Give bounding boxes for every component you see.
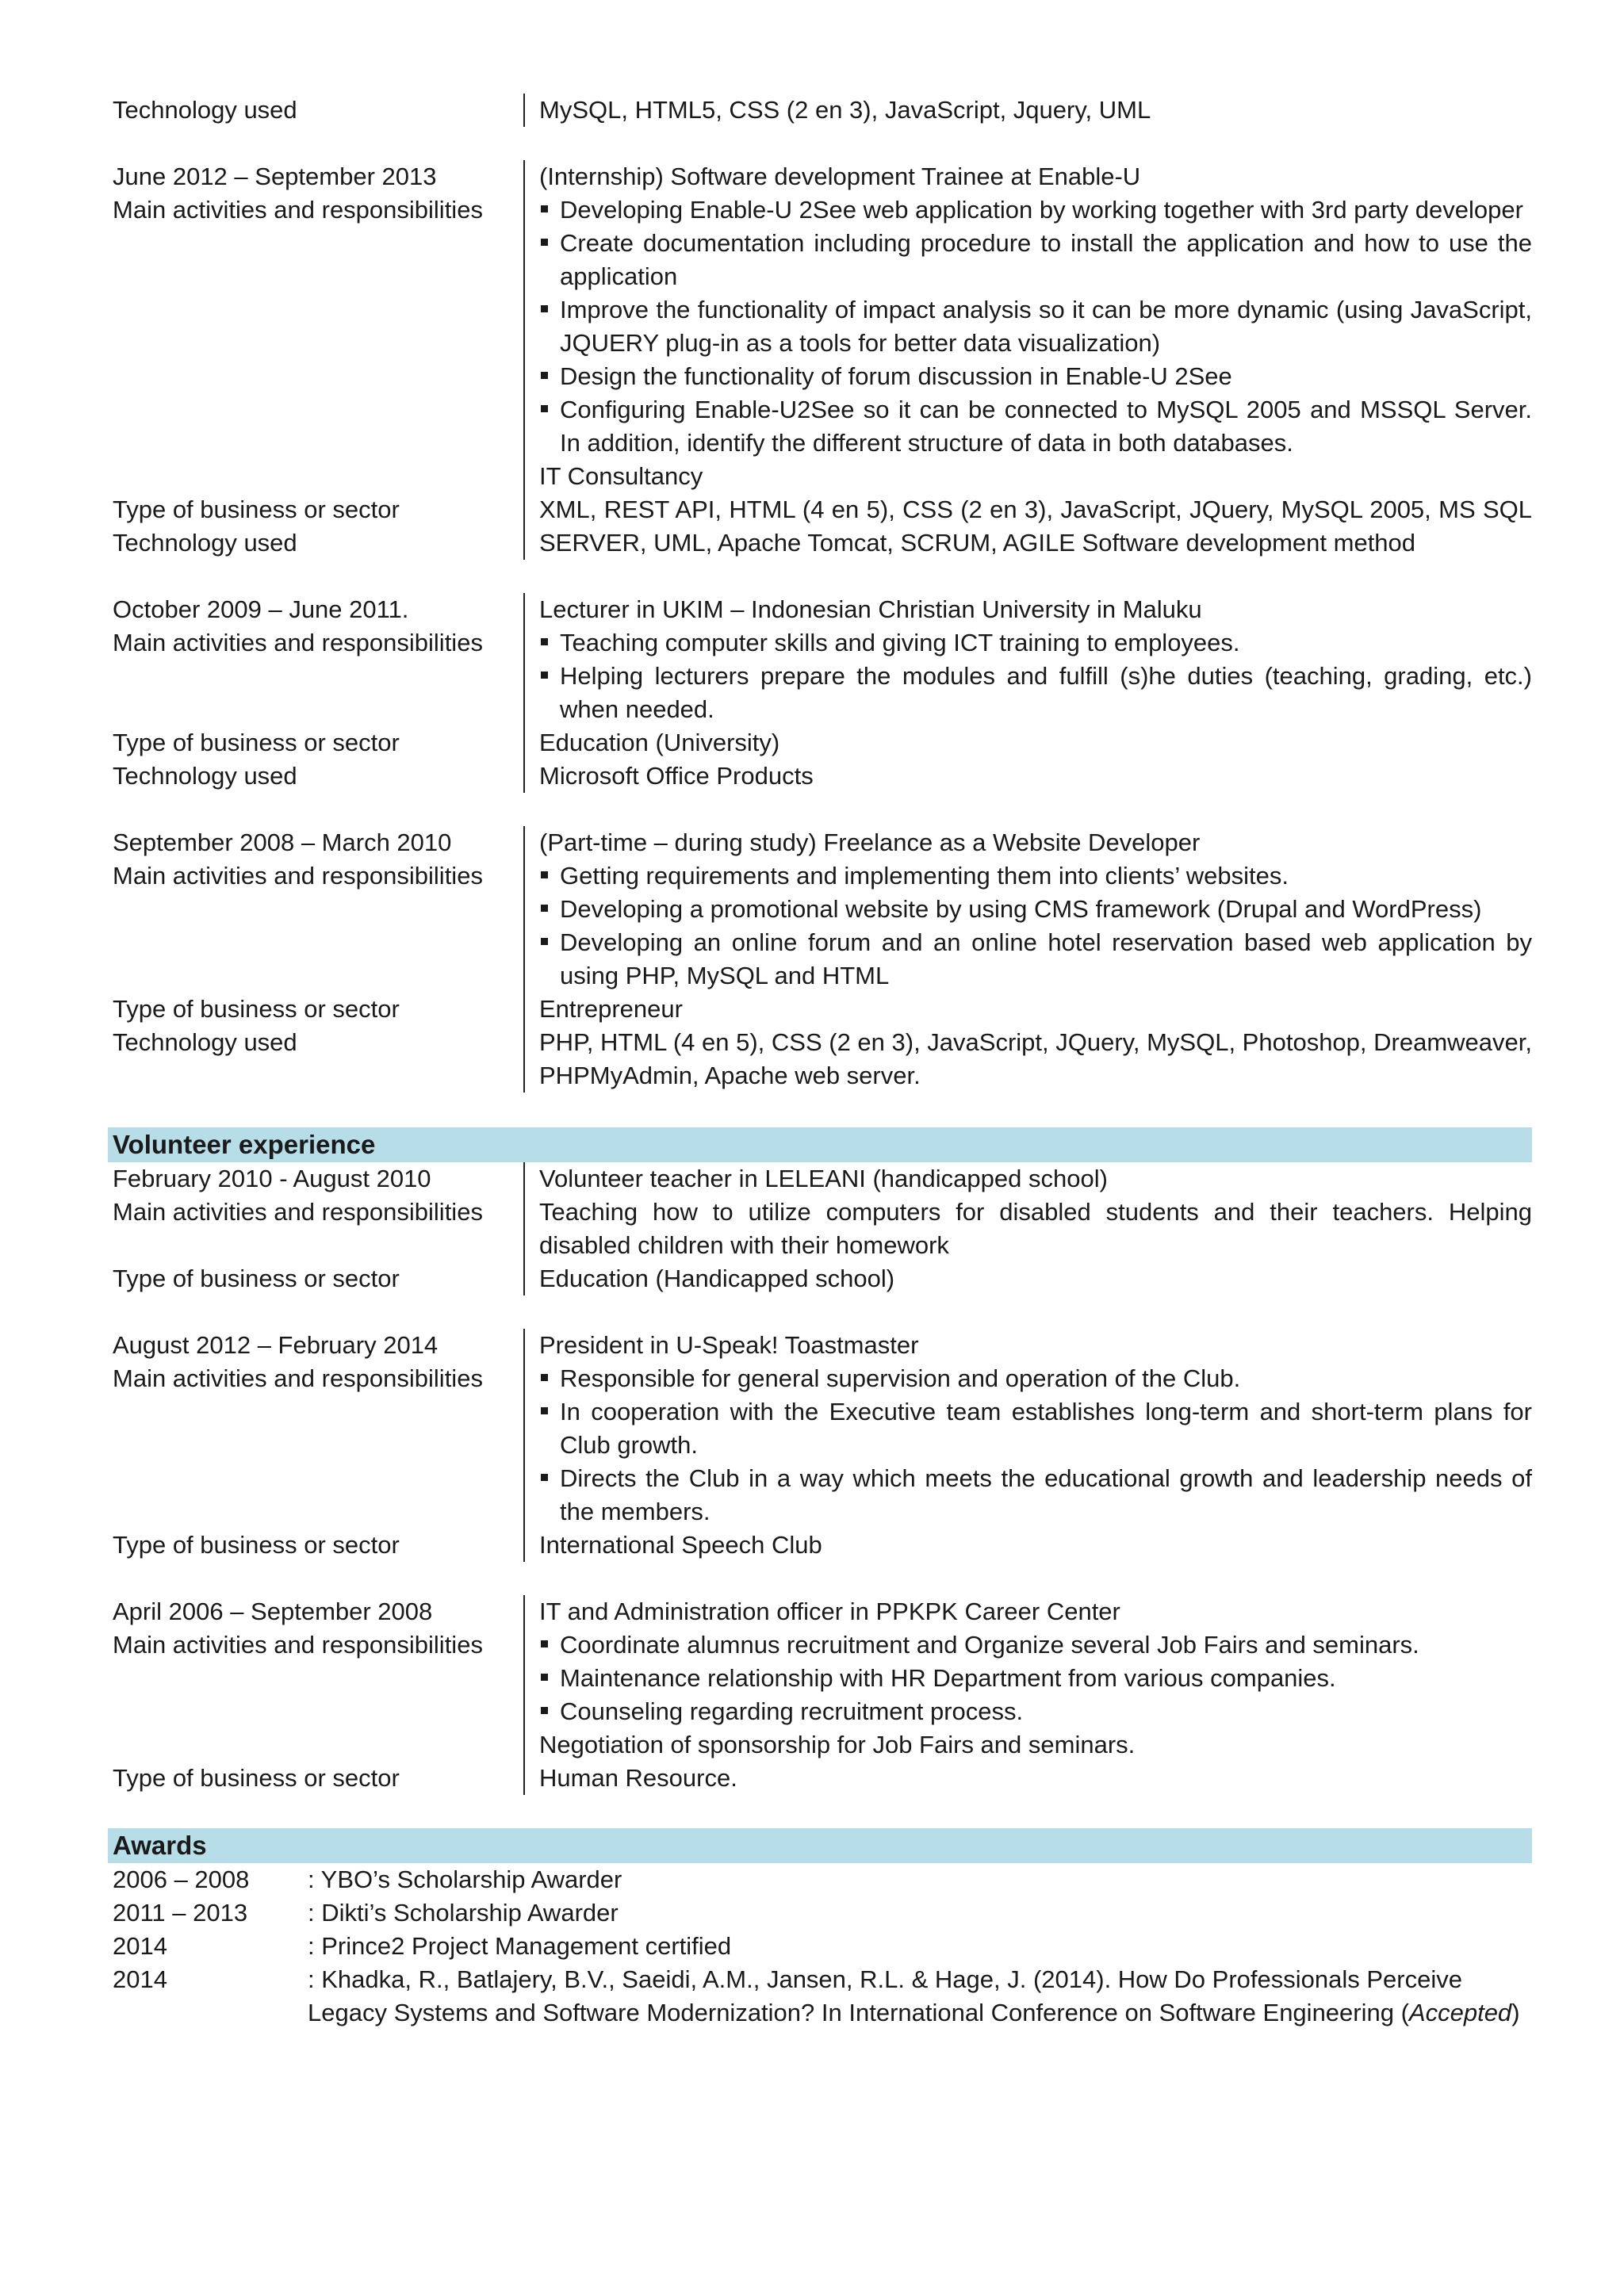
activities-label: Main activities and responsibilities xyxy=(113,196,483,224)
list-item: Counseling regarding recruitment process. xyxy=(539,1695,1532,1728)
activities-list xyxy=(539,859,1532,993)
award-status: Accepted xyxy=(1408,1999,1512,2026)
activities-text: Teaching how to utilize computers for disabled students and their teachers. Helping disabled children with their homework xyxy=(539,1198,1532,1259)
sector-label: Type of business or sector xyxy=(113,1764,400,1792)
list-item: Configuring Enable-U2See so it can be connected to MySQL 2005 and MSSQL Server. In addition, identify the different structure of data in both databases. xyxy=(539,393,1532,460)
activities-label: Main activities and responsibilities xyxy=(113,1364,483,1392)
award-year: 2006 – 2008 xyxy=(113,1866,250,1893)
volunteer-date: February 2010 - August 2010 xyxy=(113,1165,431,1192)
sector-value: Education (University) xyxy=(539,729,780,756)
section-heading-volunteer: Volunteer experience xyxy=(108,1127,1532,1162)
list-item: Responsible for general supervision and operation of the Club. xyxy=(539,1362,1532,1395)
list-item: Design the functionality of forum discussion in Enable-U 2See xyxy=(539,360,1532,393)
volunteer-entry xyxy=(113,1595,1532,1795)
list-item: Coordinate alumnus recruitment and Organize several Job Fairs and seminars. xyxy=(539,1628,1532,1662)
award-row xyxy=(113,1930,1532,1963)
activities-list xyxy=(539,193,1532,460)
volunteer-title: Volunteer teacher in LELEANI (handicapped school) xyxy=(539,1165,1108,1192)
award-row xyxy=(113,1896,1532,1930)
tech-value: Microsoft Office Products xyxy=(539,762,814,790)
volunteer-date: August 2012 – February 2014 xyxy=(113,1331,439,1359)
sector-value: Entrepreneur xyxy=(539,995,683,1023)
tech-value: PHP, HTML (4 en 5), CSS (2 en 3), JavaScript, JQuery, MySQL, Photoshop, Dreamweaver, PHPMyAdmin, Apache web server. xyxy=(539,1028,1532,1089)
award-citation: : Khadka, R., Batlajery, B.V., Saeidi, A.M., Jansen, R.L. & Hage, J. (2014). How Do Professionals Perceive Legacy Systems and Software Modernization? In International Conference on Software Engineering ( xyxy=(308,1965,1462,2026)
sector-value: IT Consultancy xyxy=(539,462,703,490)
activities-list xyxy=(539,626,1532,726)
sector-value: International Speech Club xyxy=(539,1531,822,1559)
entry-label: Technology used xyxy=(113,96,297,124)
award-year: 2014 xyxy=(113,1932,167,1960)
sector-label: Type of business or sector xyxy=(113,1531,400,1559)
list-item: Getting requirements and implementing them into clients’ websites. xyxy=(539,859,1532,893)
activities-label: Main activities and responsibilities xyxy=(113,1198,483,1226)
activities-label: Main activities and responsibilities xyxy=(113,629,483,656)
job-title: (Internship) Software development Trainee at Enable-U xyxy=(539,163,1141,190)
activities-label: Main activities and responsibilities xyxy=(113,1631,483,1659)
job-title: (Part-time – during study) Freelance as a Website Developer xyxy=(539,828,1201,856)
award-year: 2014 xyxy=(113,1965,167,1993)
job-date: September 2008 – March 2010 xyxy=(113,828,452,856)
activities-extra: Negotiation of sponsorship for Job Fairs and seminars. xyxy=(539,1731,1136,1758)
list-item: Create documentation including procedure to install the application and how to use the application xyxy=(539,227,1532,293)
award-row xyxy=(113,1863,1532,1896)
award-text: : Prince2 Project Management certified xyxy=(308,1932,732,1960)
award-citation-tail: ) xyxy=(1511,1999,1520,2026)
list-item: Teaching computer skills and giving ICT training to employees. xyxy=(539,626,1532,660)
sector-value: Education (Handicapped school) xyxy=(539,1265,895,1292)
list-item: Improve the functionality of impact analysis so it can be more dynamic (using JavaScript, JQUERY plug-in as a tools for better data visualization) xyxy=(539,293,1532,360)
job-entry xyxy=(113,593,1532,793)
job-date: June 2012 – September 2013 xyxy=(113,163,437,190)
volunteer-date: April 2006 – September 2008 xyxy=(113,1598,433,1625)
job-entry xyxy=(113,826,1532,1093)
job-title: Lecturer in UKIM – Indonesian Christian University in Maluku xyxy=(539,595,1202,623)
list-item: Developing Enable-U 2See web application by working together with 3rd party developer xyxy=(539,193,1532,227)
sector-label: Type of business or sector xyxy=(113,496,400,523)
job-entry xyxy=(113,160,1532,560)
award-text: : Dikti’s Scholarship Awarder xyxy=(308,1899,619,1927)
award-row xyxy=(113,1963,1532,2030)
list-item: In cooperation with the Executive team establishes long-term and short-term plans for Club growth. xyxy=(539,1395,1532,1462)
activities-label: Main activities and responsibilities xyxy=(113,862,483,890)
activities-list xyxy=(539,1362,1532,1529)
job-date: October 2009 – June 2011. xyxy=(113,595,409,623)
awards-list xyxy=(113,1863,1532,2030)
list-item: Directs the Club in a way which meets the educational growth and leadership needs of the members. xyxy=(539,1462,1532,1529)
entry-value: MySQL, HTML5, CSS (2 en 3), JavaScript, Jquery, UML xyxy=(539,96,1151,124)
list-item: Developing a promotional website by using CMS framework (Drupal and WordPress) xyxy=(539,893,1532,926)
cv-page xyxy=(113,94,1532,2030)
tech-entry xyxy=(113,94,1532,127)
award-year: 2011 – 2013 xyxy=(113,1899,248,1927)
volunteer-entry xyxy=(113,1162,1532,1295)
tech-label: Technology used xyxy=(113,762,297,790)
sector-value: Human Resource. xyxy=(539,1764,737,1792)
sector-label: Type of business or sector xyxy=(113,729,400,756)
list-item: Maintenance relationship with HR Department from various companies. xyxy=(539,1662,1532,1695)
tech-label: Technology used xyxy=(113,1028,297,1056)
activities-list xyxy=(539,1628,1532,1728)
volunteer-entry xyxy=(113,1329,1532,1562)
tech-value: XML, REST API, HTML (4 en 5), CSS (2 en 3), JavaScript, JQuery, MySQL 2005, MS SQL SERVER, UML, Apache Tomcat, SCRUM, AGILE Software development method xyxy=(539,496,1532,557)
volunteer-title: President in U-Speak! Toastmaster xyxy=(539,1331,919,1359)
award-text: : YBO’s Scholarship Awarder xyxy=(308,1866,622,1893)
volunteer-title: IT and Administration officer in PPKPK Career Center xyxy=(539,1598,1120,1625)
sector-label: Type of business or sector xyxy=(113,1265,400,1292)
award-text xyxy=(308,1963,1532,2030)
section-heading-awards: Awards xyxy=(108,1828,1532,1863)
list-item: Helping lecturers prepare the modules and fulfill (s)he duties (teaching, grading, etc.) when needed. xyxy=(539,660,1532,726)
list-item: Developing an online forum and an online hotel reservation based web application by using PHP, MySQL and HTML xyxy=(539,926,1532,993)
sector-label: Type of business or sector xyxy=(113,995,400,1023)
tech-label: Technology used xyxy=(113,529,297,557)
